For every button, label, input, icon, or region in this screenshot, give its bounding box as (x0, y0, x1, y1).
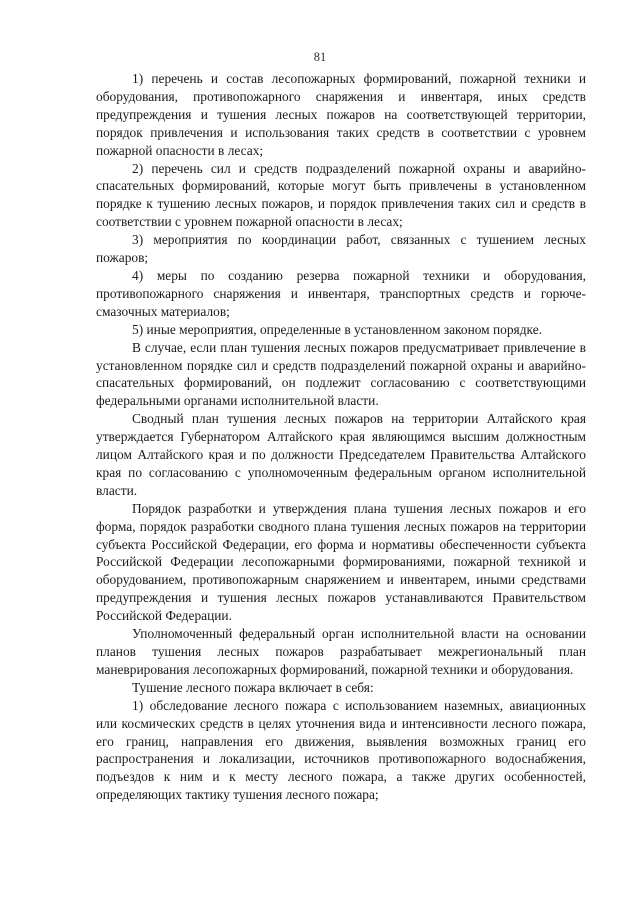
paragraph: 1) обследование лесного пожара с использованием наземных, авиационных или космических средств в целях уточнения вида и интенсивности лесного пожара, его границ, направления его движения, выявления возможных границ его распространения и локализации, источников противопожарного водоснабжения, подъездов к ним и к месту лесного пожара, а также других особенностей, определяющих тактику тушения лесного пожара; (96, 697, 586, 803)
paragraph: 4) меры по созданию резерва пожарной техники и оборудования, противопожарного снаряжения и инвентаря, транспортных средств и горюче-смазочных материалов; (96, 267, 586, 319)
paragraph: В случае, если план тушения лесных пожаров предусматривает привлечение в установленном порядке сил и средств подразделений пожарной охраны и аварийно-спасательных формирований, он подлежит согласованию с соответствующими федеральными органами исполнительной власти. (96, 339, 586, 409)
paragraph: 3) мероприятия по координации работ, связанных с тушением лесных пожаров; (96, 232, 586, 266)
paragraph: Уполномоченный федеральный орган исполнительной власти на основании планов тушения лесных пожаров разрабатывает межрегиональный план маневрирования лесопожарных формирований, пожарной техники и оборудования. (96, 626, 586, 677)
paragraph: Сводный план тушения лесных пожаров на территории Алтайского края утверждается Губернатором Алтайского края являющимся высшим должностным лицом Алтайского края и по должности Председателем Правительства Алтайского края по согласованию с уполномоченным федеральным органом исполнительной власти. (96, 411, 586, 498)
paragraph: Порядок разработки и утверждения плана тушения лесных пожаров и его форма, порядок разработки сводного плана тушения лесных пожаров на территории субъекта Российской Федерации, его форма и нормативы обеспеченности субъекта Российской Федерации лесопожарными формированиями, пожарной техникой и оборудованием, противопожарным снаряжением и инвентарем, иными средствами предупреждения и тушения лесных пожаров устанавливаются Правительством Российской Федерации. (96, 500, 586, 624)
paragraph: 2) перечень сил и средств подразделений пожарной охраны и аварийно-спасательных формирований, которые могут быть привлечены в установленном порядке к тушению лесных пожаров, и порядок привлечения таких сил и средств в соответствии с уровнем пожарной опасности в лесах; (96, 160, 586, 230)
page-body (96, 70, 586, 804)
paragraph: 5) иные мероприятия, определенные в установленном законом порядке. (132, 321, 542, 337)
paragraph: 1) перечень и состав лесопожарных формирований, пожарной техники и оборудования, противопожарного снаряжения и инвентаря, иных средств предупреждения и тушения лесных пожаров на соответствующей территории, порядок привлечения и использования таких средств в соответствии с уровнем пожарной опасности в лесах; (96, 71, 586, 158)
page-number: 81 (313, 50, 327, 64)
paragraph: Тушение лесного пожара включает в себя: (132, 679, 374, 695)
